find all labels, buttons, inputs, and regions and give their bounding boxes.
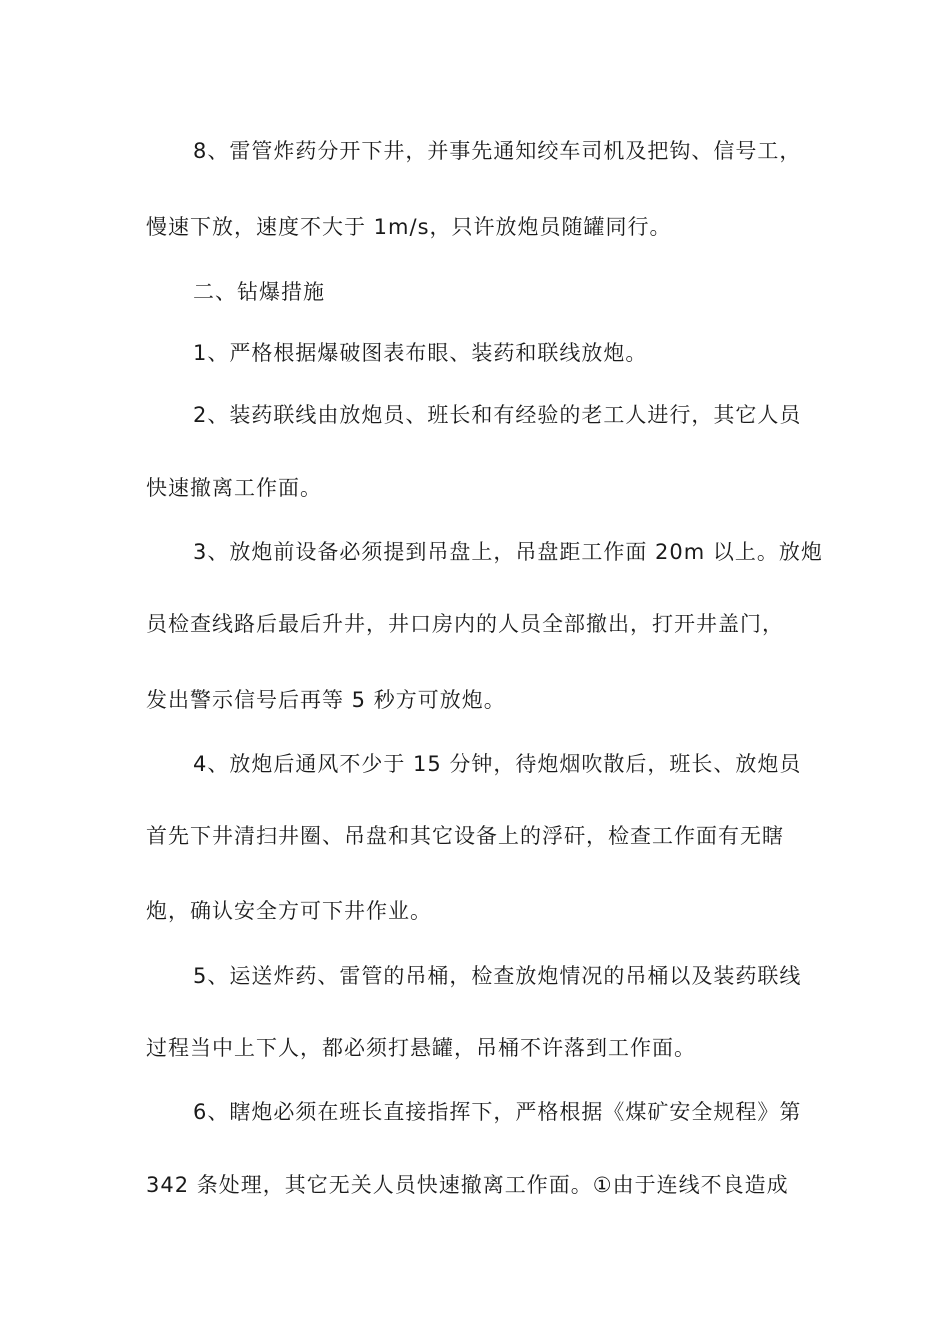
paragraph-3-line-3: 发出警示信号后再等 5 秒方可放炮。: [146, 688, 506, 712]
paragraph-2-line-2: 快速撤离工作面。: [146, 476, 322, 500]
paragraph-4-line-1: 4、放炮后通风不少于 15 分钟，待炮烟吹散后，班长、放炮员: [193, 752, 802, 776]
paragraph-3-line-2: 员检查线路后最后升井，井口房内的人员全部撤出，打开井盖门，: [146, 612, 784, 636]
paragraph-6-line-1: 6、瞎炮必须在班长直接指挥下，严格根据《煤矿安全规程》第: [193, 1100, 802, 1124]
paragraph-4-line-2: 首先下井清扫井圈、吊盘和其它设备上的浮矸，检查工作面有无瞎: [146, 824, 784, 848]
paragraph-1-line-1: 1、严格根据爆破图表布眼、装药和联线放炮。: [193, 341, 648, 365]
paragraph-5-line-2: 过程当中上下人，都必须打悬罐，吊桶不许落到工作面。: [146, 1036, 696, 1060]
paragraph-8-line-1: 8、雷管炸药分开下井，并事先通知绞车司机及把钩、信号工，: [193, 139, 802, 163]
paragraph-8-line-2: 慢速下放，速度不大于 1m/s，只许放炮员随罐同行。: [146, 215, 672, 239]
paragraph-2-line-1: 2、装药联线由放炮员、班长和有经验的老工人进行，其它人员: [193, 403, 802, 427]
section-heading-drilling-blasting: 二、钻爆措施: [193, 280, 325, 304]
paragraph-5-line-1: 5、运送炸药、雷管的吊桶，检查放炮情况的吊桶以及装药联线: [193, 964, 802, 988]
paragraph-4-line-3: 炮，确认安全方可下井作业。: [146, 899, 432, 923]
paragraph-3-line-1: 3、放炮前设备必须提到吊盘上，吊盘距工作面 20m 以上。放炮: [193, 540, 823, 564]
paragraph-6-line-2: 342 条处理，其它无关人员快速撤离工作面。①由于连线不良造成: [146, 1173, 789, 1197]
